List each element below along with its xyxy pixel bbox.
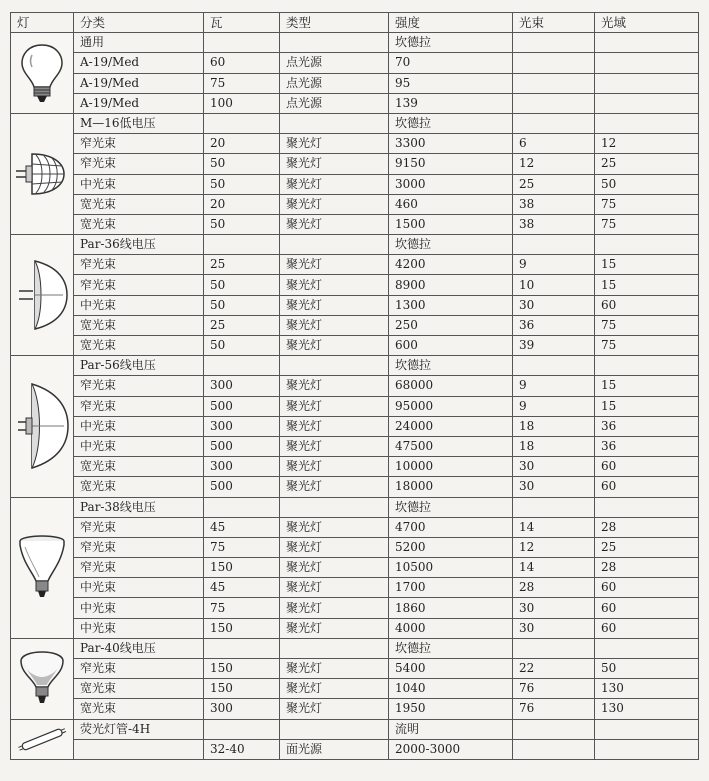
empty-cell [280, 235, 389, 255]
cell-field [595, 93, 699, 113]
cell-type: 聚光灯 [280, 295, 389, 315]
cell-intensity: 1860 [389, 598, 513, 618]
cell-beam [513, 73, 595, 93]
cell-watt: 100 [204, 93, 280, 113]
table-row [11, 477, 699, 497]
empty-cell [595, 113, 699, 133]
cell-category: 窄光束 [74, 154, 204, 174]
cell-type: 聚光灯 [280, 457, 389, 477]
cell-category: 窄光束 [74, 659, 204, 679]
cell-beam: 10 [513, 275, 595, 295]
table-row [11, 457, 699, 477]
group-title-row [11, 113, 699, 133]
cell-watt: 25 [204, 255, 280, 275]
empty-cell [513, 497, 595, 517]
cell-field: 28 [595, 517, 699, 537]
cell-type: 聚光灯 [280, 699, 389, 719]
group-title: Par-40线电压 [74, 638, 204, 658]
group-title-row [11, 719, 699, 739]
cell-watt: 150 [204, 679, 280, 699]
cell-category: 中光束 [74, 174, 204, 194]
table-row [11, 295, 699, 315]
cell-type: 聚光灯 [280, 214, 389, 234]
cell-watt: 45 [204, 578, 280, 598]
cell-category: 窄光束 [74, 537, 204, 557]
cell-type: 聚光灯 [280, 255, 389, 275]
cell-type: 聚光灯 [280, 396, 389, 416]
cell-watt: 300 [204, 376, 280, 396]
cell-intensity: 24000 [389, 416, 513, 436]
mr16-lamp-icon [11, 113, 74, 234]
cell-watt: 500 [204, 396, 280, 416]
cell-field: 25 [595, 154, 699, 174]
cell-type: 聚光灯 [280, 659, 389, 679]
header-intensity: 强度 [389, 13, 513, 33]
cell-intensity: 460 [389, 194, 513, 214]
group-title-row [11, 33, 699, 53]
cell-watt: 60 [204, 53, 280, 73]
cell-beam: 76 [513, 679, 595, 699]
cell-intensity: 9150 [389, 154, 513, 174]
group-title-row [11, 356, 699, 376]
cell-watt: 50 [204, 275, 280, 295]
header-lamp: 灯 [11, 13, 74, 33]
cell-beam: 38 [513, 214, 595, 234]
cell-field: 15 [595, 376, 699, 396]
cell-type: 聚光灯 [280, 174, 389, 194]
cell-beam: 18 [513, 416, 595, 436]
cell-watt: 25 [204, 315, 280, 335]
cell-beam: 22 [513, 659, 595, 679]
cell-type: 聚光灯 [280, 558, 389, 578]
cell-field: 12 [595, 134, 699, 154]
cell-intensity: 4000 [389, 618, 513, 638]
cell-field: 60 [595, 618, 699, 638]
table-row [11, 679, 699, 699]
cell-intensity: 1300 [389, 295, 513, 315]
empty-cell [595, 235, 699, 255]
cell-field: 75 [595, 315, 699, 335]
cell-beam: 28 [513, 578, 595, 598]
cell-beam: 30 [513, 295, 595, 315]
table-row [11, 598, 699, 618]
group-intensity-unit: 坎德拉 [389, 356, 513, 376]
table-row [11, 376, 699, 396]
group-intensity-unit: 流明 [389, 719, 513, 739]
cell-type: 聚光灯 [280, 154, 389, 174]
cell-watt: 150 [204, 618, 280, 638]
group-title-row [11, 638, 699, 658]
empty-cell [280, 33, 389, 53]
empty-cell [204, 497, 280, 517]
cell-type: 聚光灯 [280, 416, 389, 436]
cell-field [595, 73, 699, 93]
cell-intensity: 139 [389, 93, 513, 113]
cell-watt: 45 [204, 517, 280, 537]
cell-category: A-19/Med [74, 93, 204, 113]
cell-category: 宽光束 [74, 194, 204, 214]
empty-cell [595, 33, 699, 53]
cell-beam: 76 [513, 699, 595, 719]
table-row [11, 93, 699, 113]
cell-field: 60 [595, 477, 699, 497]
cell-beam [513, 93, 595, 113]
cell-category: 宽光束 [74, 315, 204, 335]
cell-category: 宽光束 [74, 457, 204, 477]
empty-cell [280, 719, 389, 739]
cell-category: 窄光束 [74, 517, 204, 537]
cell-intensity: 10000 [389, 457, 513, 477]
cell-field: 130 [595, 699, 699, 719]
table-row [11, 255, 699, 275]
cell-intensity: 1040 [389, 679, 513, 699]
cell-intensity: 2000-3000 [389, 739, 513, 759]
cell-intensity: 95000 [389, 396, 513, 416]
cell-beam: 14 [513, 517, 595, 537]
cell-type: 聚光灯 [280, 275, 389, 295]
cell-type: 聚光灯 [280, 517, 389, 537]
group-title: 荧光灯管-4H [74, 719, 204, 739]
cell-category: 宽光束 [74, 336, 204, 356]
cell-category: 宽光束 [74, 679, 204, 699]
cell-type: 聚光灯 [280, 679, 389, 699]
cell-field [595, 739, 699, 759]
table-row [11, 275, 699, 295]
cell-intensity: 250 [389, 315, 513, 335]
table-row [11, 739, 699, 759]
cell-field: 75 [595, 336, 699, 356]
cell-watt: 500 [204, 477, 280, 497]
empty-cell [280, 113, 389, 133]
empty-cell [595, 497, 699, 517]
table-row [11, 396, 699, 416]
empty-cell [513, 113, 595, 133]
table-row [11, 336, 699, 356]
group-title: Par-56线电压 [74, 356, 204, 376]
group-intensity-unit: 坎德拉 [389, 113, 513, 133]
header-beam: 光束 [513, 13, 595, 33]
empty-cell [204, 356, 280, 376]
par40-lamp-icon [11, 638, 74, 719]
cell-field: 50 [595, 659, 699, 679]
cell-beam [513, 53, 595, 73]
cell-category: 宽光束 [74, 699, 204, 719]
cell-field: 15 [595, 275, 699, 295]
empty-cell [204, 638, 280, 658]
cell-category: 宽光束 [74, 214, 204, 234]
cell-category: 窄光束 [74, 134, 204, 154]
cell-type: 聚光灯 [280, 376, 389, 396]
table-row [11, 537, 699, 557]
cell-intensity: 95 [389, 73, 513, 93]
lamp-spec-table [10, 12, 699, 760]
cell-field: 36 [595, 416, 699, 436]
cell-intensity: 4200 [389, 255, 513, 275]
cell-category: A-19/Med [74, 53, 204, 73]
cell-field: 60 [595, 295, 699, 315]
cell-type: 聚光灯 [280, 537, 389, 557]
cell-watt: 150 [204, 558, 280, 578]
empty-cell [204, 113, 280, 133]
table-row [11, 174, 699, 194]
table-row [11, 194, 699, 214]
cell-beam: 12 [513, 154, 595, 174]
cell-field: 36 [595, 436, 699, 456]
cell-field: 75 [595, 194, 699, 214]
par56-lamp-icon [11, 356, 74, 497]
cell-intensity: 8900 [389, 275, 513, 295]
cell-beam: 30 [513, 618, 595, 638]
cell-field: 15 [595, 396, 699, 416]
cell-field: 60 [595, 598, 699, 618]
cell-intensity: 10500 [389, 558, 513, 578]
cell-category: 窄光束 [74, 275, 204, 295]
cell-beam: 9 [513, 396, 595, 416]
cell-intensity: 47500 [389, 436, 513, 456]
cell-field: 60 [595, 457, 699, 477]
empty-cell [204, 235, 280, 255]
header-type: 类型 [280, 13, 389, 33]
empty-cell [513, 719, 595, 739]
group-title: Par-38线电压 [74, 497, 204, 517]
cell-type: 点光源 [280, 53, 389, 73]
cell-category: 中光束 [74, 436, 204, 456]
cell-beam: 14 [513, 558, 595, 578]
cell-intensity: 5400 [389, 659, 513, 679]
cell-field [595, 53, 699, 73]
cell-watt: 300 [204, 416, 280, 436]
cell-intensity: 1950 [389, 699, 513, 719]
cell-beam: 30 [513, 477, 595, 497]
table-row [11, 134, 699, 154]
table-row [11, 315, 699, 335]
empty-cell [595, 638, 699, 658]
cell-watt: 50 [204, 174, 280, 194]
cell-category: 宽光束 [74, 477, 204, 497]
cell-category: 窄光束 [74, 396, 204, 416]
cell-beam: 30 [513, 598, 595, 618]
cell-beam: 38 [513, 194, 595, 214]
table-row [11, 558, 699, 578]
cell-watt: 75 [204, 537, 280, 557]
cell-category: 窄光束 [74, 376, 204, 396]
cell-category: 中光束 [74, 578, 204, 598]
cell-field: 60 [595, 578, 699, 598]
cell-beam: 36 [513, 315, 595, 335]
group-intensity-unit: 坎德拉 [389, 497, 513, 517]
cell-watt: 500 [204, 436, 280, 456]
empty-cell [513, 356, 595, 376]
header-category: 分类 [74, 13, 204, 33]
cell-beam: 25 [513, 174, 595, 194]
cell-watt: 50 [204, 336, 280, 356]
cell-intensity: 68000 [389, 376, 513, 396]
cell-watt: 50 [204, 214, 280, 234]
cell-beam: 9 [513, 255, 595, 275]
cell-type: 聚光灯 [280, 436, 389, 456]
cell-beam [513, 739, 595, 759]
fluorescent-tube-icon [11, 719, 74, 759]
cell-category: 中光束 [74, 598, 204, 618]
cell-watt: 75 [204, 598, 280, 618]
cell-field: 15 [595, 255, 699, 275]
par38-lamp-icon [11, 497, 74, 638]
group-intensity-unit: 坎德拉 [389, 638, 513, 658]
cell-category [74, 739, 204, 759]
empty-cell [513, 638, 595, 658]
empty-cell [204, 33, 280, 53]
empty-cell [280, 497, 389, 517]
group-title: M—16低电压 [74, 113, 204, 133]
cell-category: 中光束 [74, 416, 204, 436]
group-title: 通用 [74, 33, 204, 53]
table-row [11, 699, 699, 719]
cell-watt: 300 [204, 457, 280, 477]
cell-type: 聚光灯 [280, 336, 389, 356]
table-row [11, 154, 699, 174]
group-title: Par-36线电压 [74, 235, 204, 255]
group-intensity-unit: 坎德拉 [389, 33, 513, 53]
cell-watt: 50 [204, 154, 280, 174]
table-row [11, 578, 699, 598]
cell-beam: 9 [513, 376, 595, 396]
cell-field: 50 [595, 174, 699, 194]
cell-type: 聚光灯 [280, 315, 389, 335]
cell-type: 点光源 [280, 93, 389, 113]
cell-intensity: 1500 [389, 214, 513, 234]
empty-cell [204, 719, 280, 739]
cell-type: 点光源 [280, 73, 389, 93]
cell-beam: 6 [513, 134, 595, 154]
cell-category: 中光束 [74, 618, 204, 638]
table-row [11, 436, 699, 456]
header-watt: 瓦 [204, 13, 280, 33]
table-row [11, 618, 699, 638]
cell-watt: 50 [204, 295, 280, 315]
empty-cell [280, 638, 389, 658]
cell-intensity: 5200 [389, 537, 513, 557]
cell-type: 聚光灯 [280, 134, 389, 154]
cell-category: A-19/Med [74, 73, 204, 93]
cell-intensity: 3000 [389, 174, 513, 194]
table-row [11, 53, 699, 73]
table-row [11, 517, 699, 537]
cell-watt: 300 [204, 699, 280, 719]
table-row [11, 659, 699, 679]
cell-watt: 32-40 [204, 739, 280, 759]
cell-field: 25 [595, 537, 699, 557]
cell-field: 75 [595, 214, 699, 234]
par36-lamp-icon [11, 235, 74, 356]
group-intensity-unit: 坎德拉 [389, 235, 513, 255]
cell-intensity: 600 [389, 336, 513, 356]
group-title-row [11, 235, 699, 255]
cell-type: 聚光灯 [280, 194, 389, 214]
table-row [11, 73, 699, 93]
cell-type: 聚光灯 [280, 477, 389, 497]
cell-intensity: 70 [389, 53, 513, 73]
cell-beam: 39 [513, 336, 595, 356]
cell-category: 中光束 [74, 295, 204, 315]
cell-field: 130 [595, 679, 699, 699]
cell-field: 28 [595, 558, 699, 578]
group-title-row [11, 497, 699, 517]
cell-intensity: 18000 [389, 477, 513, 497]
header-field: 光域 [595, 13, 699, 33]
cell-watt: 20 [204, 194, 280, 214]
cell-intensity: 4700 [389, 517, 513, 537]
header-row [11, 13, 699, 33]
cell-type: 聚光灯 [280, 578, 389, 598]
cell-intensity: 3300 [389, 134, 513, 154]
table-row [11, 416, 699, 436]
cell-beam: 18 [513, 436, 595, 456]
cell-watt: 75 [204, 73, 280, 93]
cell-beam: 30 [513, 457, 595, 477]
empty-cell [595, 719, 699, 739]
empty-cell [513, 235, 595, 255]
cell-watt: 150 [204, 659, 280, 679]
cell-category: 窄光束 [74, 558, 204, 578]
cell-type: 聚光灯 [280, 618, 389, 638]
cell-category: 窄光束 [74, 255, 204, 275]
cell-intensity: 1700 [389, 578, 513, 598]
empty-cell [513, 33, 595, 53]
empty-cell [280, 356, 389, 376]
empty-cell [595, 356, 699, 376]
incandescent-bulb-icon [11, 33, 74, 114]
cell-watt: 20 [204, 134, 280, 154]
table-row [11, 214, 699, 234]
cell-type: 聚光灯 [280, 598, 389, 618]
cell-beam: 12 [513, 537, 595, 557]
cell-type: 面光源 [280, 739, 389, 759]
